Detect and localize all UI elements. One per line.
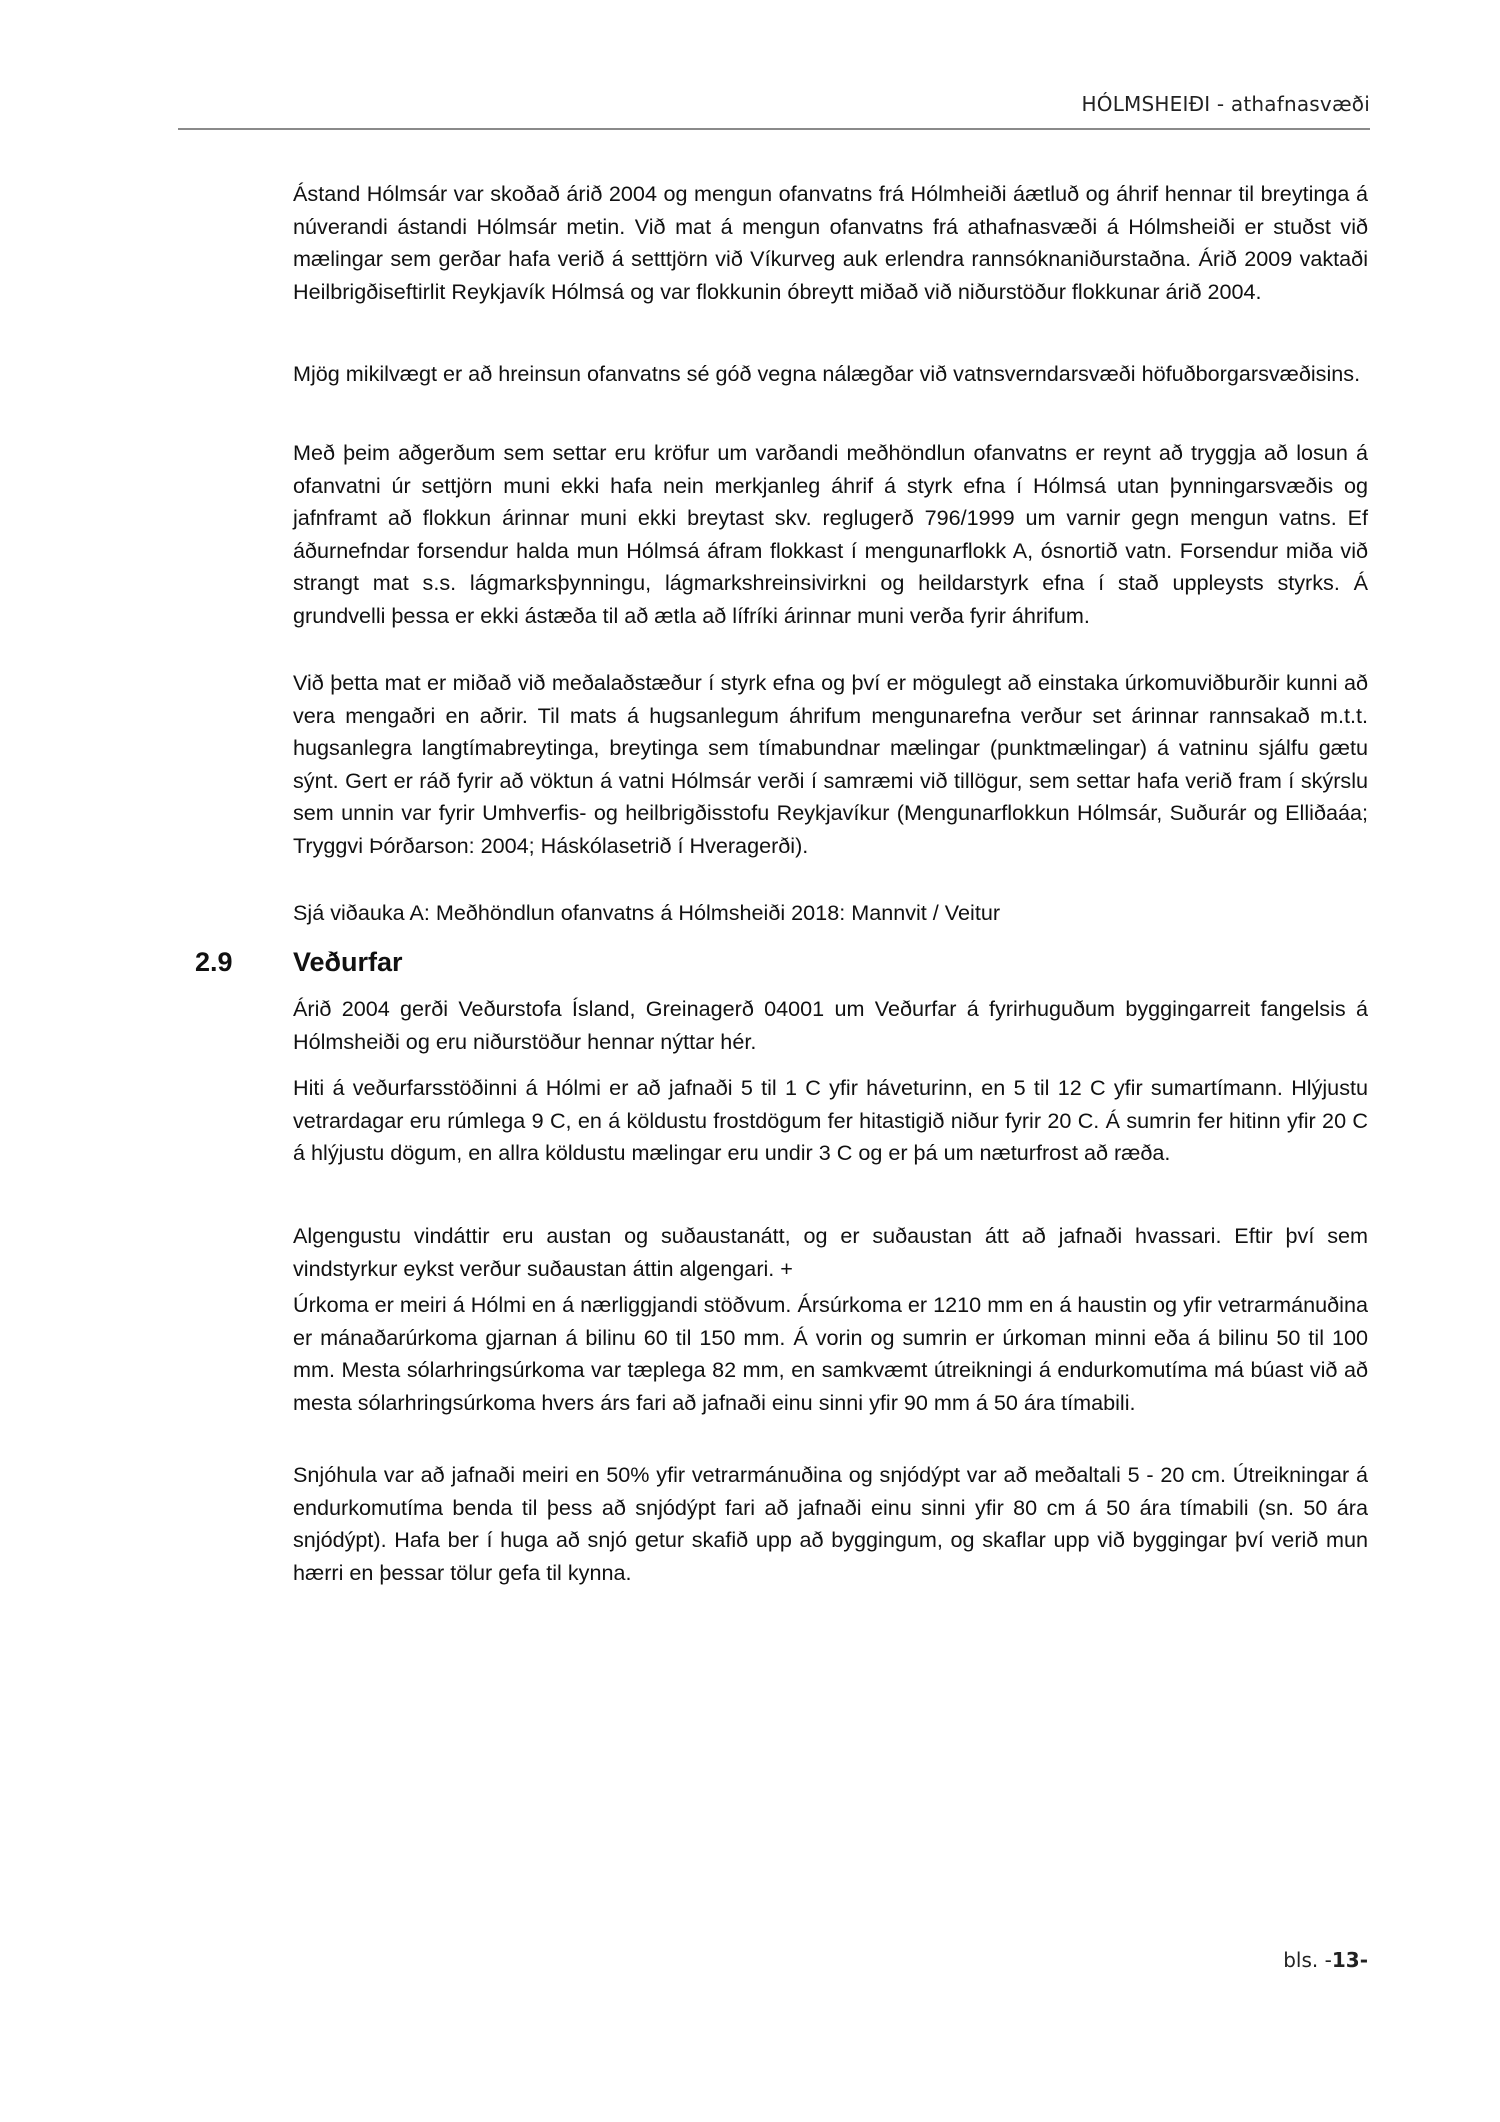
page-prefix: bls. - [1283, 1948, 1332, 1972]
paragraph-wind: Algengustu vindáttir eru austan og suðaustanátt, og er suðaustan átt að jafnaði hvassari. Eftir því sem vindstyrkur eykst verður suðaustan áttin algengari. + [293, 1223, 1368, 1281]
paragraph-precipitation: Úrkoma er meiri á Hólmi en á nærliggjandi stöðvum. Ársúrkoma er 1210 mm en á haustin og yfir vetrarmánuðina er mánaðarúrkoma gjarnan á bilinu 60 til 150 mm. Á vorin og sumrin er úrkoman minni eða á bilinu 50 til 100 mm. Mesta sólarhringsúrkoma var tæplega 82 mm, en samkvæmt útreikningi á endurkomutíma má búast við að mesta sólarhringsúrkoma hvers árs fari að jafnaði einu sinni yfir 90 mm á 50 ára tímabili. [293, 1292, 1368, 1415]
paragraph-appendix-ref: Sjá viðauka A: Meðhöndlun ofanvatns á Hólmsheiði 2018: Mannvit / Veitur [293, 900, 1001, 925]
paragraph-importance: Mjög mikilvægt er að hreinsun ofanvatns sé góð vegna nálægðar við vatnsverndarsvæði höfuðborgarsvæðisins. [293, 361, 1361, 386]
page-suffix: - [1359, 1948, 1368, 1972]
paragraph-snow: Snjóhula var að jafnaði meiri en 50% yfir vetrarmánuðina og snjódýpt var að meðaltali 5 - 20 cm. Útreikningar á endurkomutíma benda til þess að snjódýpt fari að jafnaði einu sinni yfir 80 cm á 50 ára tímabili (sn. 50 ára snjódýpt). Hafa ber í huga að snjó getur skafið upp að byggingum, og skaflar upp við byggingar því verið mun hærri en þessar tölur gefa til kynna. [293, 1462, 1368, 1585]
paragraph-temperature: Hiti á veðurfarsstöðinni á Hólmi er að jafnaði 5 til 1 C yfir háveturinn, en 5 til 12 C yfir sumartímann. Hlýjustu vetrardagar eru rúmlega 9 C, en á köldustu frostdögum fer hitastigið niður fyrir 20 C. Á sumrin fer hitinn yfir 20 C á hlýjustu dögum, en allra köldustu mælingar eru undir 3 C og er þá um næturfrost að ræða. [293, 1075, 1368, 1166]
running-header: HÓLMSHEIÐI - athafnasvæði [1081, 92, 1370, 116]
paragraph-assessment: Við þetta mat er miðað við meðalaðstæður í styrk efna og því er mögulegt að einstaka úrkomuviðburðir kunni að vera mengaðri en aðrir. Til mats á hugsanlegum áhrifum mengunarefna verður set árinnar rannsakað m.t.t. hugsanlegra langtímabreytinga, breytinga sem tímabundnar mælingar (punktmælingar) á vatninu sjálfu gætu sýnt. Gert er ráð fyrir að vöktun á vatni Hólmsár verði í samræmi við tillögur, sem settar hafa verið fram í skýrslu sem unnin var fyrir Umhverfis- og heilbrigðisstofu Reykjavíkur (Mengunarflokkun Hólmsár, Suðurár og Elliðaáa; Tryggvi Þórðarson: 2004; Háskólasetrið í Hveragerði). [293, 670, 1368, 858]
paragraph-measures: Með þeim aðgerðum sem settar eru kröfur um varðandi meðhöndlun ofanvatns er reynt að tryggja að losun á ofanvatni úr settjörn muni ekki hafa nein merkjanleg áhrif á styrk efna í Hólmsá utan þynningarsvæðis og jafnframt að flokkun árinnar muni ekki breytast skv. reglugerð 796/1999 um varnir gegn mengun vatns. Ef áðurnefndar forsendur halda mun Hólmsá áfram flokkast í mengunarflokk A, ósnortið vatn. Forsendur miða við strangt mat s.s. lágmarksþynningu, lágmarkshreinsivirkni og heildarstyrk efna í stað uppleysts styrks. Á grundvelli þessa er ekki ástæða til að ætla að lífríki árinnar muni verða fyrir áhrifum. [293, 440, 1368, 628]
section-number: 2.9 [195, 947, 233, 977]
header-rule [178, 128, 1370, 130]
paragraph-weather-report: Árið 2004 gerði Veðurstofa Ísland, Greinagerð 04001 um Veðurfar á fyrirhuguðum byggingarreit fangelsis á Hólmsheiði og eru niðurstöður hennar nýttar hér. [293, 996, 1368, 1054]
paragraph-holmsa-condition: Ástand Hólmsár var skoðað árið 2004 og mengun ofanvatns frá Hólmheiði áætluð og áhrif hennar til breytinga á núverandi ástandi Hólmsár metin. Við mat á mengun ofanvatns frá athafnasvæði á Hólmsheiði er stuðst við mælingar sem gerðar hafa verið á setttjörn við Víkurveg auk erlendra rannsóknaniðurstaðna. Árið 2009 vaktaði Heilbrigðiseftirlit Reykjavík Hólmsá og var flokkunin óbreytt miðað við niðurstöður flokkunar árið 2004. [293, 181, 1368, 304]
page-number [1283, 1948, 1368, 1972]
section-title: Veðurfar [293, 947, 403, 977]
page-number-value: 13 [1331, 1948, 1360, 1972]
